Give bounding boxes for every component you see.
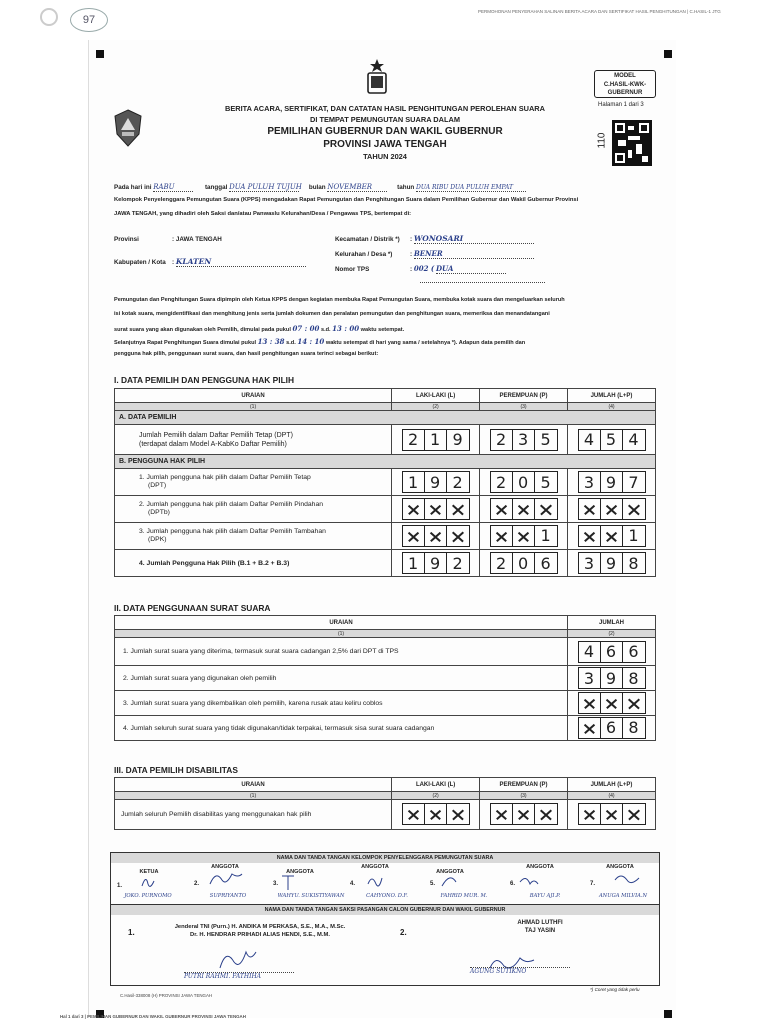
surat-row-1-boxes xyxy=(578,641,646,663)
col-number-1: (1) xyxy=(115,403,392,411)
col-number-2: (2) xyxy=(392,792,480,800)
disabilitas-laki-laki-boxes xyxy=(402,803,470,825)
halaman-label: Halaman 1 dari 3 xyxy=(598,102,644,108)
tanggal-value: DUA PULUH TUJUH xyxy=(229,183,302,191)
intro-line-3: JAWA TENGAH, yang dihadiri oleh Saksi dan/atau Panwaslu Kelurahan/Desa / Pengawas TPS, bertempat di: xyxy=(114,211,412,217)
surat-row-2-boxes xyxy=(578,667,646,689)
b1-line-1: 1. Jumlah pengguna hak pilih dalam Daftar Pemilih Tetap xyxy=(139,473,311,481)
saksi-name-1: PUTRI RAHMI. FATHIHA xyxy=(184,972,294,980)
section-3-table xyxy=(114,777,656,830)
intro-line-2: Kelompok Penyelenggara Pemungutan Suara (KPPS) mengadakan Rapat Pemungutan dan Penghitungan Suara dalam Pemilihan Gubernur dan Wakil Gubernur Provinsi xyxy=(114,197,579,203)
model-box xyxy=(594,70,656,98)
b1-line-2: (DPT) xyxy=(148,482,167,489)
saksi-name-2: AGUNG SUTIKNO xyxy=(470,967,570,975)
surat-row-4-boxes xyxy=(578,717,646,739)
b2-laki-laki-boxes xyxy=(402,498,470,520)
end-time: 13 : 00 xyxy=(332,324,360,333)
tps-words: DUA xyxy=(436,264,506,274)
crossed-out-box xyxy=(447,526,469,546)
anggota-label-5: ANGGOTA xyxy=(526,864,554,870)
col-number-4: (4) xyxy=(568,403,656,411)
count-start-time: 13 : 38 xyxy=(257,337,285,346)
surat-row-2: 2. Jumlah surat suara yang digunakan oleh pemilih xyxy=(115,666,568,691)
sign-number-1: 1. xyxy=(117,883,123,889)
tps-label: Nomor TPS xyxy=(335,266,370,273)
qr-code-number: 110 xyxy=(596,132,608,149)
b3-jumlah-boxes xyxy=(578,525,646,547)
tahun-label: tahun xyxy=(397,184,415,191)
saksi-number-2: 2. xyxy=(400,928,407,937)
provinsi-value: : JAWA TENGAH xyxy=(172,236,222,243)
paragraph-line-3-end: waktu setempat. xyxy=(360,327,405,333)
col-perempuan-3: PEREMPUAN (P) xyxy=(480,778,568,792)
crossed-out-box xyxy=(403,526,425,546)
title-line-1: BERITA ACARA, SERTIFIKAT, DAN CATATAN HASIL PENGHITUNGAN PEROLEHAN SUARA xyxy=(225,104,545,113)
col-number-3: (3) xyxy=(480,403,568,411)
crossed-out-box xyxy=(535,499,557,519)
digit: 2 xyxy=(452,472,463,492)
intro-line-1 xyxy=(114,183,526,192)
digit: 0 xyxy=(513,553,535,573)
digit: 3 xyxy=(513,430,535,450)
b3-laki-laki-boxes xyxy=(402,525,470,547)
registration-mark-icon xyxy=(664,1010,672,1018)
footer-code: C.Hasil-338008 (H) PROVINSI JAWA TENGAH xyxy=(120,993,213,998)
digit: 5 xyxy=(601,430,623,450)
sign-number-2: 2. xyxy=(194,881,200,887)
footnote: *) Coret yang tidak perlu xyxy=(590,987,640,992)
b2-line-1: 2. Jumlah pengguna hak pilih dalam Daftar Pemilih Pindahan xyxy=(139,500,324,508)
digit: 9 xyxy=(601,553,623,573)
dpt-row-line-2: (terdapat dalam Model A-KabKo Daftar Pemilih) xyxy=(139,440,287,448)
saksi-signature-title: NAMA DAN TANDA TANGAN SAKSI PASANGAN CALON GUBERNUR DAN WAKIL GUBERNUR xyxy=(111,905,659,915)
col-number-1: (1) xyxy=(115,630,568,638)
disabilitas-row: Jumlah seluruh Pemilih disabilitas yang menggunakan hak pilih xyxy=(115,800,392,830)
b4-laki-laki-boxes xyxy=(402,552,470,574)
member-name-3: WAHYU. SUKISTIYAWAN xyxy=(277,893,345,899)
dpt-row-line-1: Jumlah Pemilih dalam Daftar Pemilih Tetap (DPT) xyxy=(139,431,293,439)
kpps-signatures-icon xyxy=(110,870,660,892)
candidate-1-line-2: Dr. H. HENDRAR PRIHADI ALIAS HENDI, S.E., M.M. xyxy=(190,932,330,938)
tps-value: 002 ( xyxy=(413,264,435,273)
crossed-out-box xyxy=(623,804,645,824)
tps-field: : 002 ( DUA xyxy=(410,264,506,274)
digit: 9 xyxy=(601,668,623,688)
col-number-1: (1) xyxy=(115,792,392,800)
b2-line-2: (DPTb) xyxy=(148,509,170,516)
candidate-pair-1 xyxy=(150,923,370,939)
member-name-7: ANUGA MILVIA.N xyxy=(598,893,648,899)
paragraph-line-5: pengguna hak pilih, penggunaan surat suara, dan hasil penghitungan suara terinci sebagai berikut: xyxy=(114,351,379,357)
b3-perempuan-boxes xyxy=(490,525,558,547)
crossed-out-box xyxy=(579,499,601,519)
kecamatan-value: WONOSARI xyxy=(414,234,534,244)
anggota-label-6: ANGGOTA xyxy=(606,864,634,870)
digit: 6 xyxy=(628,642,639,661)
hari-value: RABU xyxy=(153,183,193,192)
paragraph-line-4 xyxy=(114,337,525,346)
footer-bottom: Hal 1 dari 3 | PEMILIHAN GUBERNUR DAN WAKIL GUBERNUR PROVINSI JAWA TENGAH xyxy=(60,1014,246,1019)
model-line-2: C.HASIL-KWK- xyxy=(603,81,647,88)
registration-mark-icon xyxy=(96,50,104,58)
digit: 9 xyxy=(601,472,623,492)
paragraph-line-4-text: Selanjutnya Rapat Penghitungan Suara dimulai pukul xyxy=(114,340,257,346)
crossed-out-box xyxy=(513,526,535,546)
digit: 6 xyxy=(601,642,623,662)
col-jumlah: JUMLAH (L+P) xyxy=(568,389,656,403)
qr-code-icon xyxy=(612,120,652,166)
crossed-out-box xyxy=(425,526,447,546)
b4-row-label: 4. Jumlah Pengguna Hak Pilih (B.1 + B.2 + B.3) xyxy=(115,550,392,577)
sign-number-7: 7. xyxy=(590,881,596,887)
kelurahan-label: Kelurahan / Desa *) xyxy=(335,251,393,258)
kabupaten-label: Kabupaten / Kota xyxy=(114,259,166,266)
member-name-4: CAHYONO. D.F. xyxy=(366,893,408,899)
col-jumlah-2: JUMLAH xyxy=(568,616,656,630)
crossed-out-box xyxy=(513,804,535,824)
member-name-2: SUPRIYANTO xyxy=(209,893,247,899)
crossed-out-box xyxy=(579,804,601,824)
sign-number-6: 6. xyxy=(510,881,516,887)
saksi-number-1: 1. xyxy=(128,928,135,937)
crossed-out-box xyxy=(601,499,623,519)
section-b-label: B. PENGGUNA HAK PILIH xyxy=(115,455,656,469)
b4-jumlah-boxes xyxy=(578,552,646,574)
crossed-out-box xyxy=(491,804,513,824)
b2-row-label xyxy=(115,496,392,523)
model-line-3: GUBERNUR xyxy=(607,90,643,96)
candidate-pair-2 xyxy=(500,919,580,935)
col-laki-laki: LAKI-LAKI (L) xyxy=(392,389,480,403)
digit: 9 xyxy=(425,472,447,492)
ketua-label: KETUA xyxy=(139,869,159,875)
crossed-out-box xyxy=(513,499,535,519)
kpps-signature-title: NAMA DAN TANDA TANGAN KELOMPOK PENYELENGGARA PEMUNGUTAN SUARA xyxy=(111,853,659,863)
kabupaten-value: KLATEN xyxy=(176,257,306,267)
paragraph-line-1: Pemungutan dan Penghitungan Suara dipimpin oleh Ketua KPPS dengan kegiatan membuka Rapat Pemungutan Suara, membuka kotak suara dan mengeluarkan seluruh xyxy=(114,297,565,303)
dpt-laki-laki-boxes xyxy=(402,429,470,451)
col-perempuan: PEREMPUAN (P) xyxy=(480,389,568,403)
kecamatan-field: : WONOSARI xyxy=(410,234,534,244)
digit: 4 xyxy=(579,430,601,450)
digit: 2 xyxy=(491,472,513,492)
digit: 0 xyxy=(513,472,535,492)
tahun-value: DUA RIBU DUA PULUH EMPAT xyxy=(416,184,526,192)
count-end-time: 14 : 10 xyxy=(297,337,325,346)
anggota-label-4: ANGGOTA xyxy=(436,869,464,875)
bulan-label: bulan xyxy=(308,184,326,191)
anggota-label-1: ANGGOTA xyxy=(211,864,239,870)
crossed-out-box xyxy=(403,499,425,519)
b1-laki-laki-boxes xyxy=(402,471,470,493)
binder-hole-icon xyxy=(40,8,58,26)
section-a-label: A. DATA PEMILIH xyxy=(115,411,656,425)
dpt-row-label xyxy=(115,425,392,455)
crossed-out-box xyxy=(535,804,557,824)
member-name-1: JOKO. PURNOMO xyxy=(124,893,172,899)
title-line-4: PROVINSI JAWA TENGAH xyxy=(323,139,447,150)
registration-mark-icon xyxy=(664,50,672,58)
col-uraian-2: URAIAN xyxy=(115,616,568,630)
paragraph-line-3 xyxy=(114,324,404,333)
crossed-out-box xyxy=(425,499,447,519)
pada-hari-ini-label: Pada hari ini xyxy=(114,184,152,191)
crossed-out-box xyxy=(579,693,601,713)
title-line-2: DI TEMPAT PEMUNGUTAN SUARA DALAM xyxy=(310,115,460,124)
digit: 5 xyxy=(540,472,551,492)
col-uraian: URAIAN xyxy=(115,389,392,403)
section-3-heading: III. DATA PEMILIH DISABILITAS xyxy=(114,765,238,775)
sign-number-4: 4. xyxy=(350,881,356,887)
b3-line-2: (DPK) xyxy=(148,536,167,543)
kpu-logo-icon xyxy=(365,58,389,98)
col-number-2: (2) xyxy=(568,630,656,638)
candidate-2-line-1: AHMAD LUTHFI xyxy=(517,920,563,926)
col-uraian-3: URAIAN xyxy=(115,778,392,792)
digit: 1 xyxy=(403,472,425,492)
col-number-4: (4) xyxy=(568,792,656,800)
crossed-out-box xyxy=(601,693,623,713)
digit: 9 xyxy=(425,553,447,573)
section-2-heading: II. DATA PENGGUNAAN SURAT SUARA xyxy=(114,603,271,613)
dpt-jumlah-boxes xyxy=(578,429,646,451)
digit: 8 xyxy=(628,668,639,688)
dpt-perempuan-boxes xyxy=(490,429,558,451)
disabilitas-jumlah-boxes xyxy=(578,803,646,825)
section-2-table xyxy=(114,615,656,741)
digit: 3 xyxy=(579,668,601,688)
tps-continuation-line xyxy=(420,282,545,283)
kecamatan-label: Kecamatan / Distrik *) xyxy=(335,236,400,243)
paragraph-line-3-text: surat suara yang akan digunakan oleh Pemilih, dimulai pada pukul xyxy=(114,327,291,333)
top-code: PERMOHONAN PENYERAHAN SALINAN BERITA ACARA DAN SERTIFIKAT HASIL PENGHITUNGAN | C.HASIL-1 JTG xyxy=(478,9,721,14)
crossed-out-box xyxy=(425,804,447,824)
sign-number-3: 3. xyxy=(273,881,279,887)
crossed-out-box xyxy=(447,499,469,519)
surat-row-1: 1. Jumlah surat suara yang diterima, termasuk surat suara cadangan 2,5% dari DPT di TPS xyxy=(115,638,568,666)
sign-number-5: 5. xyxy=(430,881,436,887)
digit: 1 xyxy=(425,430,447,450)
b3-row-label xyxy=(115,523,392,550)
digit: 4 xyxy=(579,642,601,662)
digit: 1 xyxy=(628,526,639,545)
b2-jumlah-boxes xyxy=(578,498,646,520)
col-jumlah-3: JUMLAH (L+P) xyxy=(568,778,656,792)
title-line-5: TAHUN 2024 xyxy=(363,152,407,161)
sd-label-2: s.d. xyxy=(286,340,296,346)
crossed-out-box xyxy=(579,718,601,738)
col-laki-laki-3: LAKI-LAKI (L) xyxy=(392,778,480,792)
surat-row-3-boxes xyxy=(578,692,646,714)
digit: 8 xyxy=(628,718,639,737)
page-number-stamp: 97 xyxy=(70,8,108,32)
digit: 2 xyxy=(491,553,513,573)
digit: 7 xyxy=(628,472,639,492)
paragraph-line-4-end: waktu setempat di hari yang sama / setelahnya *). Adapun data pemilih dan xyxy=(325,340,526,346)
jawa-tengah-crest-icon xyxy=(112,108,144,148)
disabilitas-perempuan-boxes xyxy=(490,803,558,825)
crossed-out-box xyxy=(623,499,645,519)
digit: 6 xyxy=(540,553,551,573)
digit: 3 xyxy=(579,553,601,573)
digit: 1 xyxy=(540,526,551,545)
title-line-3: PEMILIHAN GUBERNUR DAN WAKIL GUBERNUR xyxy=(267,126,503,137)
digit: 2 xyxy=(403,430,425,450)
paragraph-line-2: isi kotak suara, mengidentifikasi dan menghitung jenis serta jumlah dokumen dan peralatan pemungutan dan penghitungan suara, memeriksa dan menandatangani xyxy=(114,311,550,317)
b1-perempuan-boxes xyxy=(490,471,558,493)
provinsi-label: Provinsi xyxy=(114,236,139,243)
digit: 1 xyxy=(403,553,425,573)
crossed-out-box xyxy=(623,693,645,713)
section-1-table xyxy=(114,388,656,577)
surat-row-4: 4. Jumlah seluruh surat suara yang tidak digunakan/tidak terpakai, termasuk sisa surat suara cadangan xyxy=(115,716,568,741)
digit: 2 xyxy=(491,430,513,450)
digit: 4 xyxy=(628,430,639,449)
digit: 2 xyxy=(452,553,463,573)
tanggal-label: tanggal xyxy=(204,184,228,191)
kelurahan-field: : BENER xyxy=(410,249,534,259)
candidate-2-line-2: TAJ YASIN xyxy=(524,928,556,934)
model-line-1: MODEL xyxy=(614,73,636,79)
digit: 5 xyxy=(540,430,551,449)
kelurahan-value: BENER xyxy=(414,249,534,259)
b4-perempuan-boxes xyxy=(490,552,558,574)
b2-perempuan-boxes xyxy=(490,498,558,520)
crossed-out-box xyxy=(491,526,513,546)
member-name-5: FAHRID MUR. M. xyxy=(440,893,488,899)
b3-line-1: 3. Jumlah pengguna hak pilih dalam Daftar Pemilih Tambahan xyxy=(139,527,326,535)
digit: 8 xyxy=(628,553,639,573)
surat-row-3: 3. Jumlah surat suara yang dikembalikan oleh pemilih, karena rusak atau keliru coblos xyxy=(115,691,568,716)
anggota-label-3: ANGGOTA xyxy=(361,864,389,870)
kabupaten-field: : KLATEN xyxy=(172,257,306,267)
sd-label: s.d. xyxy=(320,327,331,333)
crossed-out-box xyxy=(601,526,623,546)
member-name-6: BAYU AJI.P. xyxy=(529,893,561,899)
section-1-heading: I. DATA PEMILIH DAN PENGGUNA HAK PILIH xyxy=(114,375,295,385)
start-time: 07 : 00 xyxy=(292,324,320,333)
crossed-out-box xyxy=(403,804,425,824)
digit: 6 xyxy=(601,718,623,738)
digit: 9 xyxy=(452,430,463,449)
col-number-2: (2) xyxy=(392,403,480,411)
digit: 3 xyxy=(579,472,601,492)
candidate-1-line-1: Jenderal TNI (Purn.) H. ANDIKA M PERKASA, S.E., M.A., M.Sc. xyxy=(174,924,346,930)
anggota-label-2: ANGGOTA xyxy=(286,869,314,875)
crossed-out-box xyxy=(447,804,469,824)
col-number-3: (3) xyxy=(480,792,568,800)
b1-row-label xyxy=(115,469,392,496)
b1-jumlah-boxes xyxy=(578,471,646,493)
crossed-out-box xyxy=(579,526,601,546)
bulan-value: NOVEMBER xyxy=(327,183,387,192)
crossed-out-box xyxy=(601,804,623,824)
crossed-out-box xyxy=(491,499,513,519)
